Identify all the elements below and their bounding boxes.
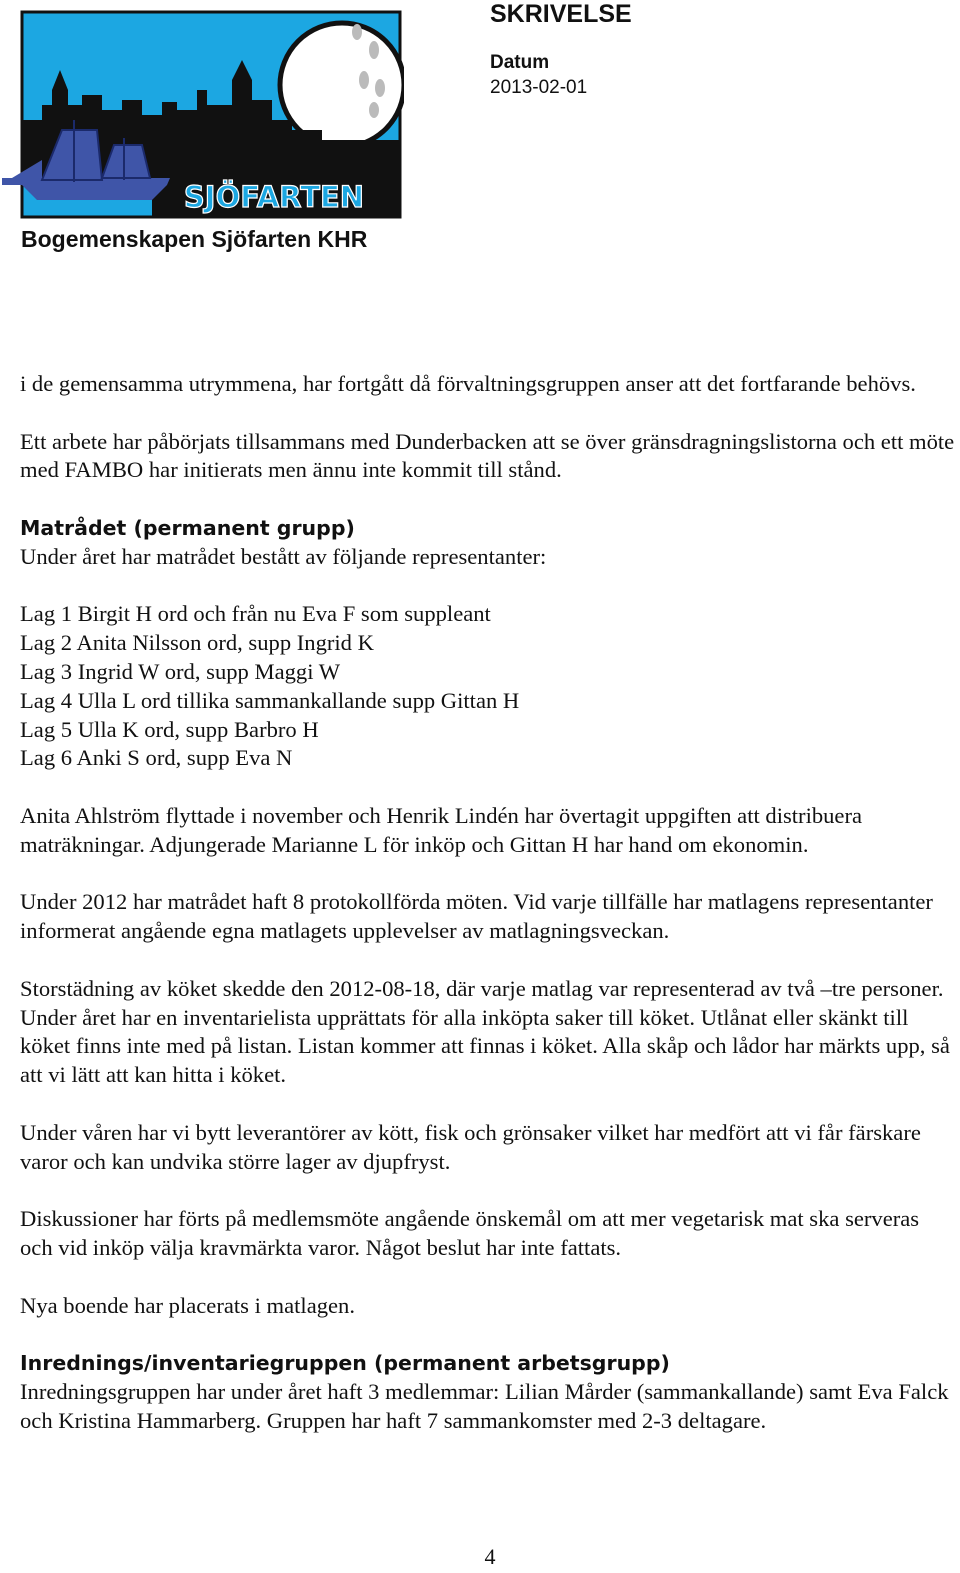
section-heading-inredning: Inrednings/inventariegruppen (permanent arbetsgrupp) bbox=[20, 1351, 670, 1376]
matradet-team-list: Lag 1 Birgit H ord och från nu Eva F som suppleant Lag 2 Anita Nilsson ord, supp Ingrid K Lag 3 Ingrid W ord, supp Maggi W Lag 4 Ulla L ord tillika sammankallande supp Gittan H Lag 5 Ulla K ord, supp Barbro H Lag 6 Anki S ord, supp Eva N bbox=[20, 601, 520, 771]
organization-name: Bogemenskapen Sjöfarten KHR bbox=[21, 226, 368, 252]
paragraph: Storstädning av köket skedde den 2012-08-18, där varje matlag var representerad av två –tre personer. Under året har en inventarielista upprättats för alla inköpta saker till köket. Utlånat eller skänkt till köket finns inte med på listan. Listan kommer att finnas i köket. Alla skåp och lådor har märkts upp, så att vi lätt att kan hitta i köket. bbox=[20, 975, 950, 1088]
matradet-intro: Under året har matrådet bestått av följande representanter: bbox=[20, 543, 547, 569]
paragraph: i de gemensamma utrymmena, har fortgått då förvaltningsgruppen anser att det fortfarande behövs. bbox=[20, 371, 916, 396]
paragraph: Diskussioner har förts på medlemsmöte angående önskemål om att mer vegetarisk mat ska serveras och vid inköp välja kravmärkta varor. Något beslut har inte fattats. bbox=[20, 1206, 920, 1260]
logo-text: SJÖFARTEN bbox=[183, 180, 365, 214]
section-heading-matradet: Matrådet (permanent grupp) bbox=[20, 515, 355, 540]
ship-skyline-moon-logo bbox=[2, 10, 404, 220]
paragraph: Ett arbete har påbörjats tillsammans med Dunderbacken att se över gränsdragningslistorna och ett möte med FAMBO har initierats men ännu inte kommit till stånd. bbox=[20, 428, 955, 483]
date-value: 2013-02-01 bbox=[490, 77, 588, 98]
document-body bbox=[20, 370, 956, 1464]
date-label: Datum bbox=[490, 52, 550, 73]
paragraph: Under 2012 har matrådet haft 8 protokollförda möten. Vid varje tillfälle har matlagens representanter informerat angående egna matlagets upplevelser av matlagningsveckan. bbox=[20, 889, 933, 944]
paragraph: Nya boende har placerats i matlagen. bbox=[20, 1292, 355, 1318]
paragraph: Under våren har vi bytt leverantörer av kött, fisk och grönsaker vilket har medfört att vi får färskare varor och kan undvika större lager av djupfryst. bbox=[20, 1119, 921, 1174]
page-number: 4 bbox=[484, 1544, 496, 1569]
document-type: SKRIVELSE bbox=[490, 0, 632, 28]
paragraph: Anita Ahlström flyttade i november och Henrik Lindén har övertagit uppgiften att distribuera maträkningar. Adjungerade Marianne L för inköp och Gittan H har hand om ekonomin. bbox=[20, 802, 863, 857]
inredning-text: Inredningsgruppen har under året haft 3 medlemmar: Lilian Mårder (sammankallande) samt Eva Falck och Kristina Hammarberg. Gruppen har haft 7 sammankomster med 2-3 deltagare. bbox=[20, 1378, 949, 1433]
